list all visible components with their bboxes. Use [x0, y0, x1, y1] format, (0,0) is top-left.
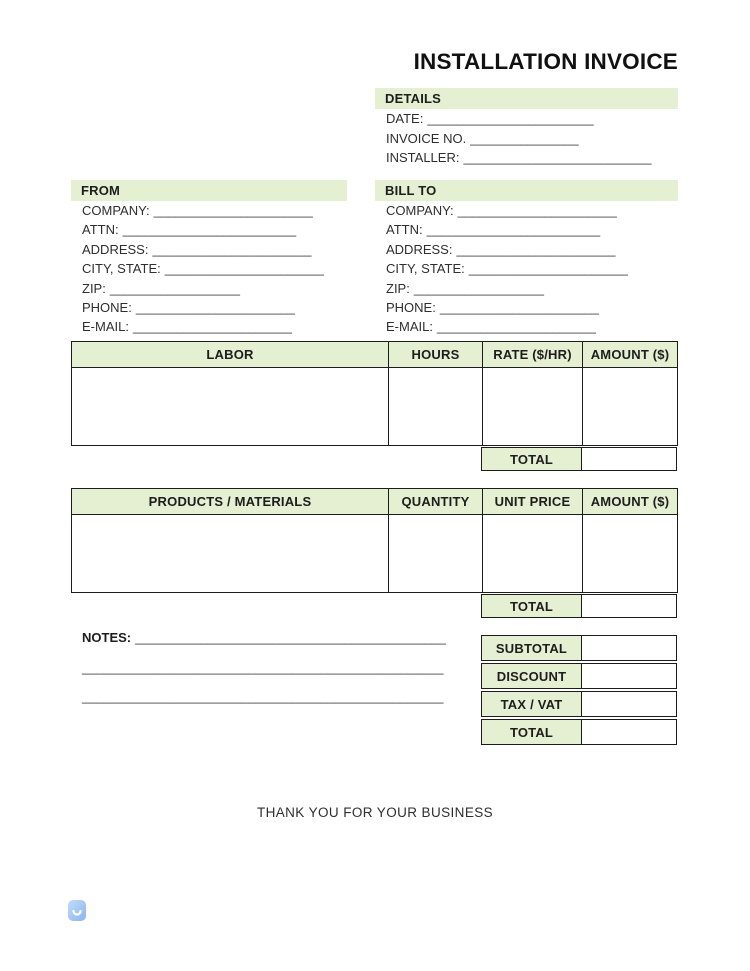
products-body-row	[72, 515, 678, 593]
labor-cell-rate	[483, 368, 583, 446]
bill-to-attn-blank-line: ________________________	[426, 222, 601, 238]
discount-value	[582, 663, 677, 689]
bill-to-field-row-attn	[375, 220, 678, 239]
tax-vat-value	[582, 691, 677, 717]
from-attn-label: ATTN:	[82, 222, 119, 238]
products-header-row	[72, 489, 678, 515]
bill-to-phone-blank-line: ______________________	[439, 300, 599, 316]
labor-header-amount: AMOUNT ($)	[583, 342, 678, 368]
invoice-no-label: INVOICE NO.	[386, 130, 467, 146]
bill-to-phone-label: PHONE:	[386, 300, 436, 316]
bill-to-address-blank-line: ______________________	[456, 241, 616, 257]
notes-blank-line-3: __________________________________________________	[82, 689, 444, 704]
from-section-header: FROM	[71, 180, 347, 201]
from-field-row-attn	[71, 220, 347, 239]
from-attn-blank-line: ________________________	[122, 222, 297, 238]
labor-header-labor: LABOR	[72, 342, 389, 368]
from-field-row-phone	[71, 298, 347, 317]
bill-to-zip-blank-line: __________________	[413, 280, 544, 296]
summary-table	[481, 635, 677, 747]
products-header-products: PRODUCTS / MATERIALS	[72, 489, 389, 515]
from-field-row-zip	[71, 279, 347, 298]
bill-to-field-row-address	[375, 240, 678, 259]
bill-to-field-row-zip	[375, 279, 678, 298]
summary-row-discount	[481, 663, 677, 689]
products-cell-quantity	[389, 515, 483, 593]
labor-body-row	[72, 368, 678, 446]
date-blank-line: _______________________	[427, 111, 594, 126]
from-phone-label: PHONE:	[82, 300, 132, 316]
products-table	[71, 488, 678, 593]
labor-header-rate: RATE ($/HR)	[483, 342, 583, 368]
labor-cell-amount	[583, 368, 678, 446]
products-total-label: TOTAL	[481, 594, 582, 618]
grand-total-value	[582, 719, 677, 745]
bill-to-section-header: BILL TO	[375, 180, 678, 201]
from-field-row-city-state	[71, 259, 347, 278]
labor-total-row	[481, 447, 677, 471]
subtotal-value	[582, 635, 677, 661]
from-city-state-label: CITY, STATE:	[82, 261, 161, 277]
from-phone-blank-line: ______________________	[135, 300, 295, 316]
field-row-date	[375, 109, 678, 129]
bill-to-address-label: ADDRESS:	[386, 241, 453, 257]
labor-total-label: TOTAL	[481, 447, 582, 471]
products-cell-unit-price	[483, 515, 583, 593]
from-company-blank-line: ______________________	[153, 203, 313, 218]
page-title: INSTALLATION INVOICE	[413, 49, 678, 74]
notes-label: NOTES:	[82, 630, 132, 645]
from-zip-label: ZIP:	[82, 280, 106, 296]
tax-vat-label: TAX / VAT	[481, 691, 582, 717]
notes-blank-line-2: __________________________________________________	[82, 660, 444, 675]
bill-to-email-label: E-MAIL:	[386, 319, 433, 335]
bill-to-company-blank-line: ______________________	[457, 203, 617, 218]
bill-to-city-state-label: CITY, STATE:	[386, 261, 465, 277]
labor-header-row	[72, 342, 678, 368]
from-city-state-blank-line: ______________________	[164, 261, 324, 277]
labor-cell-hours	[389, 368, 483, 446]
field-row-invoice-no	[375, 129, 678, 149]
details-section-header: DETAILS	[375, 88, 678, 109]
summary-row-subtotal	[481, 635, 677, 661]
products-cell-amount	[583, 515, 678, 593]
grand-total-label: TOTAL	[481, 719, 582, 745]
from-zip-blank-line: __________________	[109, 280, 240, 296]
products-header-amount: AMOUNT ($)	[583, 489, 678, 515]
summary-row-tax-vat	[481, 691, 677, 717]
date-label: DATE:	[386, 111, 424, 126]
subtotal-label: SUBTOTAL	[481, 635, 582, 661]
field-row-installer	[375, 148, 678, 168]
products-header-unit-price: UNIT PRICE	[483, 489, 583, 515]
bill-to-company-label: COMPANY:	[386, 203, 454, 218]
from-email-blank-line: ______________________	[132, 319, 293, 335]
thank-you-message: THANK YOU FOR YOUR BUSINESS	[256, 805, 494, 820]
summary-row-total	[481, 719, 677, 745]
bill-to-zip-label: ZIP:	[386, 280, 410, 296]
bill-to-field-row-company	[375, 201, 678, 220]
products-total-row	[481, 594, 677, 618]
notes-blank-line-1: ___________________________________________	[135, 630, 447, 645]
bill-to-city-state-blank-line: ______________________	[468, 261, 628, 277]
labor-header-hours: HOURS	[389, 342, 483, 368]
installer-blank-line: __________________________	[463, 150, 652, 166]
from-field-row-company	[71, 201, 347, 220]
details-section	[375, 88, 678, 168]
smile-app-logo-icon	[68, 900, 86, 921]
bill-to-field-row-city-state	[375, 259, 678, 278]
bill-to-email-blank-line: ______________________	[436, 319, 597, 335]
bill-to-field-row-email	[375, 317, 678, 336]
notes-section	[82, 630, 446, 645]
from-address-blank-line: ______________________	[152, 241, 312, 257]
from-email-label: E-MAIL:	[82, 319, 129, 335]
products-cell-description	[72, 515, 389, 593]
from-section	[71, 180, 347, 337]
bill-to-section	[375, 180, 678, 337]
from-field-row-address	[71, 240, 347, 259]
bill-to-attn-label: ATTN:	[386, 222, 423, 238]
bill-to-field-row-phone	[375, 298, 678, 317]
discount-label: DISCOUNT	[481, 663, 582, 689]
products-total-value	[582, 594, 677, 618]
labor-cell-description	[72, 368, 389, 446]
invoice-no-blank-line: _______________	[470, 130, 579, 146]
from-field-row-email	[71, 317, 347, 336]
products-header-quantity: QUANTITY	[389, 489, 483, 515]
from-address-label: ADDRESS:	[82, 241, 149, 257]
installer-label: INSTALLER:	[386, 150, 460, 166]
labor-table	[71, 341, 678, 446]
from-company-label: COMPANY:	[82, 203, 150, 218]
labor-total-value	[582, 447, 677, 471]
